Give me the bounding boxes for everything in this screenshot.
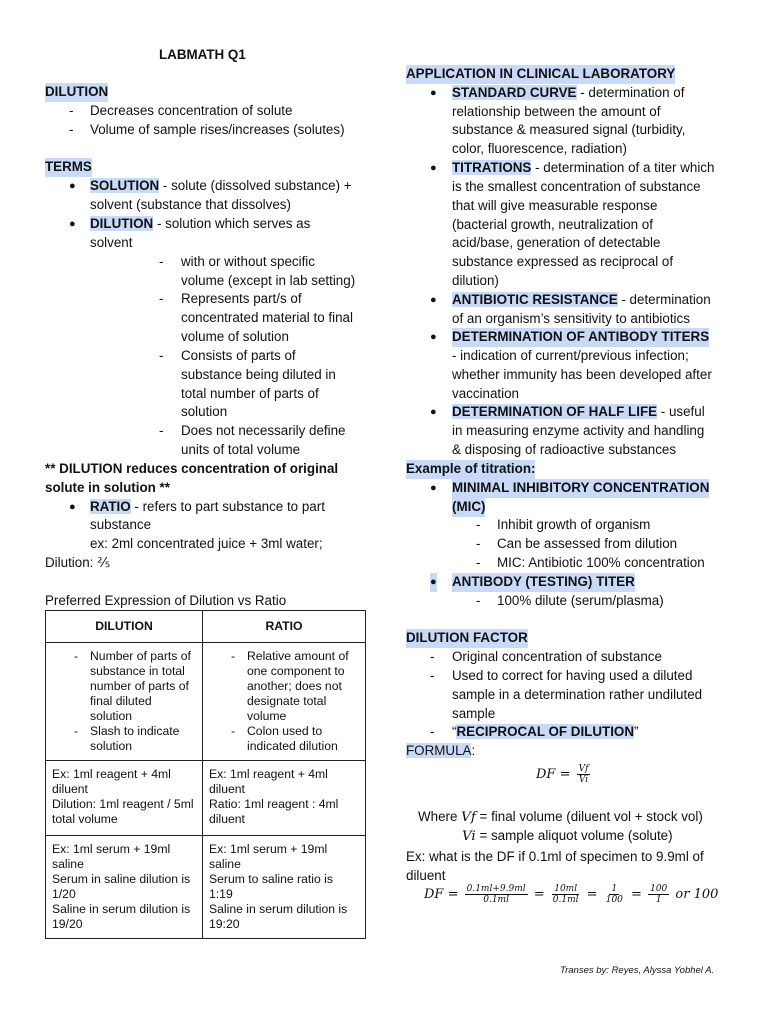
calc-fraction [465,884,528,905]
where-line [462,827,673,847]
reciprocal-term: RECIPROCAL OF DILUTION [456,724,635,739]
calc-numerator: 100 [650,884,668,894]
ratio-term: RATIO [90,499,131,514]
calc-equals: = [533,887,545,902]
cell-item: Slash to indicate solution [90,724,180,753]
df-point-cont: sample in a determination rather undiluted [452,687,703,702]
comparison-table [45,610,366,939]
antibody-titer-term: ANTIBODY (TESTING) TITER [452,573,635,592]
ratio-def: - refers to part substance to part [130,499,325,514]
dash-marker: - [159,291,164,306]
quote-open: “ [452,724,457,739]
calc-numerator: 1 [611,884,618,894]
formula-lhs: DF = [536,767,571,782]
antibiotic-resistance-term: ANTIBIOTIC RESISTANCE [452,292,618,307]
footer-credit: Transes by: Reyes, Alyssa Yobhel A. [560,965,715,976]
mic-term-cont: (MIC) [452,498,485,517]
formula-label-line [406,742,475,761]
titrations-cont: substance expressed as reciprocal of [452,254,674,269]
titrations-cont: (bacterial growth, neutralization of [452,217,653,232]
note-line: ** DILUTION reduces concentration of original [45,461,339,476]
bullet-dot: ● [430,482,437,494]
std-curve-cont: color, fluorescence, radiation) [452,141,627,156]
table-row [46,836,366,939]
sub-point: Does not necessarily define [181,423,346,438]
dash-marker: - [74,724,79,738]
sub-point: substance being diluted in [181,367,336,382]
half-life-line [452,403,705,422]
sub-point: with or without specific [181,254,315,269]
dash-marker: - [476,517,481,532]
titrations-line [452,159,714,178]
titrations-term: TITRATIONS [452,160,532,175]
solution-def-cont: solvent (substance that dissolves) [90,197,291,212]
dilution-point: Decreases concentration of solute [90,103,293,118]
titrations-cont: dilution) [452,273,499,288]
sub-point: solution [181,404,228,419]
dash-marker: - [159,348,164,363]
dash-marker: - [159,254,164,269]
ratio-example: ex: 2ml concentrated juice + 3ml water; [90,536,323,551]
df-point: Used to correct for having used a diluted [452,668,693,683]
half-life-def: - useful [657,404,705,419]
calc-equals: = [586,887,598,902]
cell-item: Colon used to indicated dilution [247,724,338,753]
sub-point: Represents part/s of [181,291,302,306]
dilution-term-line [90,215,310,234]
std-curve-term: STANDARD CURVE [452,85,577,100]
bullet-dot: ● [430,406,437,418]
dilution-heading: DILUTION [45,83,108,102]
dilution-def: - solution which serves as [153,216,311,231]
table-cell [203,643,366,761]
calc-fraction [604,884,625,905]
application-heading: APPLICATION IN CLINICAL LABORATORY [406,65,675,84]
bullet-dot: ● [430,294,437,306]
dash-marker: - [69,122,74,137]
half-life-term: DETERMINATION OF HALF LIFE [452,404,658,419]
sub-point: volume of solution [181,329,289,344]
calc-denominator: 0.1ml [483,895,509,905]
mic-point: Can be assessed from dilution [497,536,678,551]
dash-marker: - [476,536,481,551]
sub-point: volume (except in lab setting) [181,273,356,288]
sub-point: total number of parts of [181,386,319,401]
formula-colon: : [471,743,476,758]
where-line [418,808,703,828]
table-cell: Ex: 1ml serum + 19ml saline Serum to saline ratio is 1:19 Saline in serum dilution is 19:20 [203,836,366,939]
formula-label: FORMULA [406,743,472,758]
calc-numerator: 10ml [554,884,578,894]
solution-def: - solute (dissolved substance) + [159,178,352,193]
mic-point: Inhibit growth of organism [497,517,651,532]
calc-numerator: 0.1ml+9.9ml [466,884,526,894]
df-point-cont: sample [452,706,496,721]
antibody-titers-cont: vaccination [452,386,519,401]
ratio-def-cont: substance [90,517,152,532]
where-var: Vf [461,810,476,825]
titrations-cont: that will give measurable response [452,198,658,213]
table-cell [46,643,203,761]
where-def: = sample aliquot volume (solute) [475,828,673,843]
std-curve-line [452,84,684,103]
antibody-titers-cont: whether immunity has been developed after [452,367,712,382]
solution-term-line [90,177,352,196]
half-life-cont: in measuring enzyme activity and handling [452,423,705,438]
cell-item: Relative amount of one component to another; does not designate total volume [247,649,349,723]
dilution-point: Volume of sample rises/increases (solutes) [90,122,345,137]
quote-close: ” [634,724,639,739]
dash-marker: - [430,649,435,664]
table-cell: Ex: 1ml reagent + 4ml diluent Dilution: 1ml reagent / 5ml total volume [46,761,203,836]
ratio-term-line [90,498,325,517]
dash-marker: - [476,555,481,570]
dilution-example: Dilution: ⅖ [45,555,111,570]
calc-denominator: 1 [655,895,662,905]
table-row [46,761,366,836]
antibody-titers-cont: - indication of current/previous infection; [452,348,689,363]
table-row [46,643,366,761]
dash-marker: - [159,423,164,438]
sub-point: concentrated material to final [181,310,353,325]
dilution-def-cont: solvent [90,235,133,250]
df-calculation [424,884,718,905]
table-cell: Ex: 1ml reagent + 4ml diluent Ratio: 1ml reagent : 4ml diluent [203,761,366,836]
bullet-dot: ● [69,218,76,230]
titrations-cont: is the smallest concentration of substance [452,179,701,194]
mic-term: MINIMAL INHIBITORY CONCENTRATION [452,479,709,498]
titrations-cont: acid/base, generation of detectable [452,235,661,250]
table-header: DILUTION [46,611,203,643]
where-var: Vi [462,829,476,844]
dash-marker: - [430,724,435,739]
dash-marker: - [69,103,74,118]
page-title: LABMATH Q1 [159,47,246,62]
cell-item: Number of parts of substance in total number of parts of final diluted solution [90,649,191,723]
antibody-titer-point: 100% dilute (serum/plasma) [497,593,664,608]
calc-lhs: DF = [424,887,459,902]
std-curve-def: - determination of [576,85,685,100]
bullet-dot: ● [430,573,437,592]
antibody-titers-term: DETERMINATION OF ANTIBODY TITERS [452,328,709,347]
calc-equals: = [631,887,642,902]
dash-marker: - [231,649,236,663]
dash-marker: - [74,649,79,663]
reciprocal-line [452,723,639,742]
df-formula [536,764,592,785]
where-text: Where [418,809,462,824]
where-def: = final volume (diluent vol + stock vol) [475,809,703,824]
antibiotic-resistance-line [452,291,711,310]
solution-term: SOLUTION [90,178,160,193]
formula-numerator: Vf [578,764,589,774]
dash-marker: - [430,668,435,683]
sub-point: Consists of parts of [181,348,296,363]
example-question-cont: diluent [406,868,446,883]
calc-denominator: 0.1ml [552,895,579,905]
table-header-row [46,611,366,643]
bullet-dot: ● [69,180,76,192]
bullet-dot: ● [430,331,437,343]
calc-tail: or 100 [675,887,719,902]
calc-denominator: 100 [605,895,623,905]
formula-denominator: Vi [578,775,589,785]
calc-fraction [551,884,581,905]
note-line: solute in solution ** [45,480,170,495]
calc-fraction [648,884,669,905]
terms-heading: TERMS [45,158,92,177]
titrations-def: - determination of a titer which [531,160,715,175]
mic-point: MIC: Antibiotic 100% concentration [497,555,705,570]
table-cell: Ex: 1ml serum + 19ml saline Serum in saline dilution is 1/20 Saline in serum dilution is 19/20 [46,836,203,939]
sub-point: units of total volume [181,442,301,457]
table-header: RATIO [203,611,366,643]
bullet-dot: ● [69,501,76,513]
dash-marker: - [231,724,236,738]
df-point: Original concentration of substance [452,649,662,664]
dilution-term: DILUTION [90,216,154,231]
std-curve-cont: substance & measured signal (turbidity, [452,122,686,137]
half-life-cont: & disposing of radioactive substances [452,442,677,457]
example-question: Ex: what is the DF if 0.1ml of specimen to 9.9ml of [406,849,704,864]
formula-fraction [577,764,591,785]
bullet-dot: ● [430,87,437,99]
antibiotic-resistance-def: - determination [617,292,711,307]
antibiotic-resistance-cont: of an organism’s sensitivity to antibiotics [452,311,690,326]
dash-marker: - [476,593,481,608]
table-caption: Preferred Expression of Dilution vs Ratio [45,593,287,608]
titration-example-heading: Example of titration: [406,460,535,479]
bullet-dot: ● [430,162,437,174]
std-curve-cont: relationship between the amount of [452,104,661,119]
dilution-factor-heading: DILUTION FACTOR [406,629,528,648]
